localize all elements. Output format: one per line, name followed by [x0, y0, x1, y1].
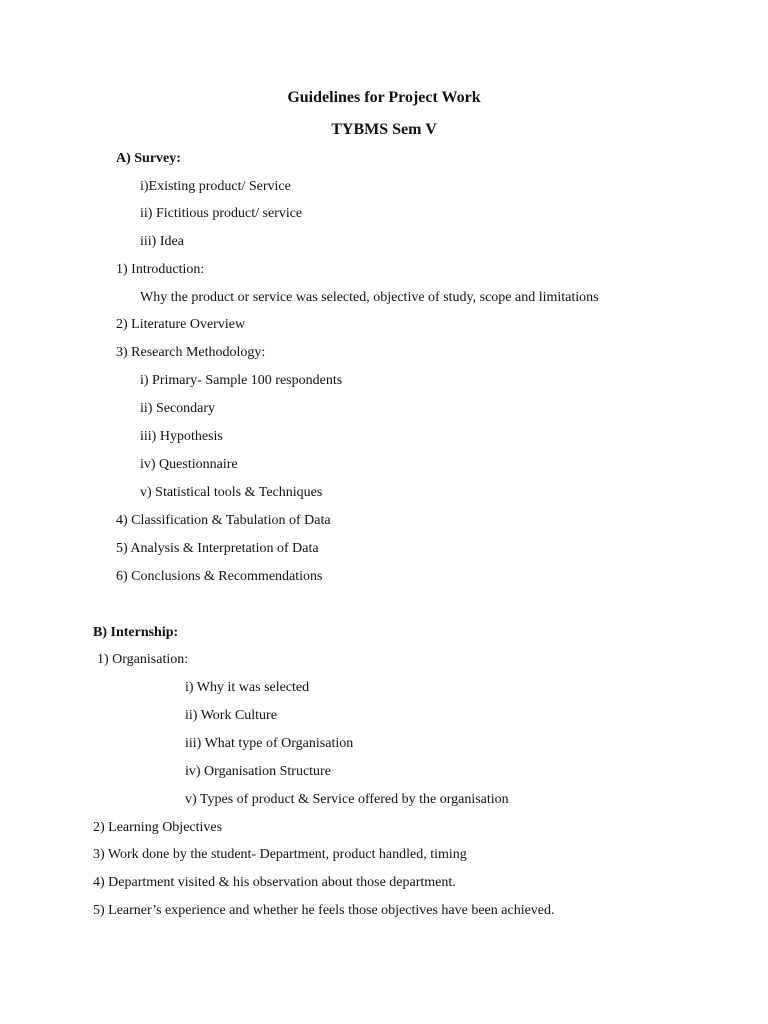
document-subtitle: TYBMS Sem V: [331, 121, 437, 138]
organisation-sub-item: iv) Organisation Structure: [185, 764, 331, 779]
survey-option: iii) Idea: [140, 234, 184, 249]
introduction-item: 1) Introduction:: [116, 262, 205, 277]
analysis-item: 5) Analysis & Interpretation of Data: [116, 541, 319, 556]
organisation-item: 1) Organisation:: [97, 652, 189, 667]
introduction-detail: Why the product or service was selected, objective of study, scope and limitations: [140, 290, 599, 305]
research-methodology-item: 3) Research Methodology:: [116, 345, 266, 360]
organisation-sub-item: ii) Work Culture: [185, 708, 277, 723]
survey-option: ii) Fictitious product/ service: [140, 206, 303, 221]
research-sub-item: v) Statistical tools & Techniques: [140, 485, 323, 500]
organisation-sub-item: iii) What type of Organisation: [185, 736, 354, 751]
research-sub-item: iii) Hypothesis: [140, 429, 223, 444]
section-a-heading: A) Survey:: [116, 151, 181, 166]
research-sub-item: iv) Questionnaire: [140, 457, 238, 472]
organisation-sub-item: i) Why it was selected: [185, 680, 310, 695]
internship-point: 2) Learning Objectives: [93, 820, 223, 835]
internship-point: 4) Department visited & his observation about those department.: [93, 875, 456, 890]
internship-point: 3) Work done by the student- Department, product handled, timing: [93, 847, 467, 862]
classification-item: 4) Classification & Tabulation of Data: [116, 513, 331, 528]
conclusions-item: 6) Conclusions & Recommendations: [116, 569, 323, 584]
internship-point: 5) Learner’s experience and whether he feels those objectives have been achieved.: [93, 903, 555, 918]
section-b-heading: B) Internship:: [93, 625, 179, 640]
document-title: Guidelines for Project Work: [287, 89, 481, 106]
research-sub-item: ii) Secondary: [140, 401, 216, 416]
survey-option: i)Existing product/ Service: [140, 179, 291, 194]
literature-item: 2) Literature Overview: [116, 317, 246, 332]
research-sub-item: i) Primary- Sample 100 respondents: [140, 373, 343, 388]
organisation-sub-item: v) Types of product & Service offered by the organisation: [185, 792, 509, 807]
